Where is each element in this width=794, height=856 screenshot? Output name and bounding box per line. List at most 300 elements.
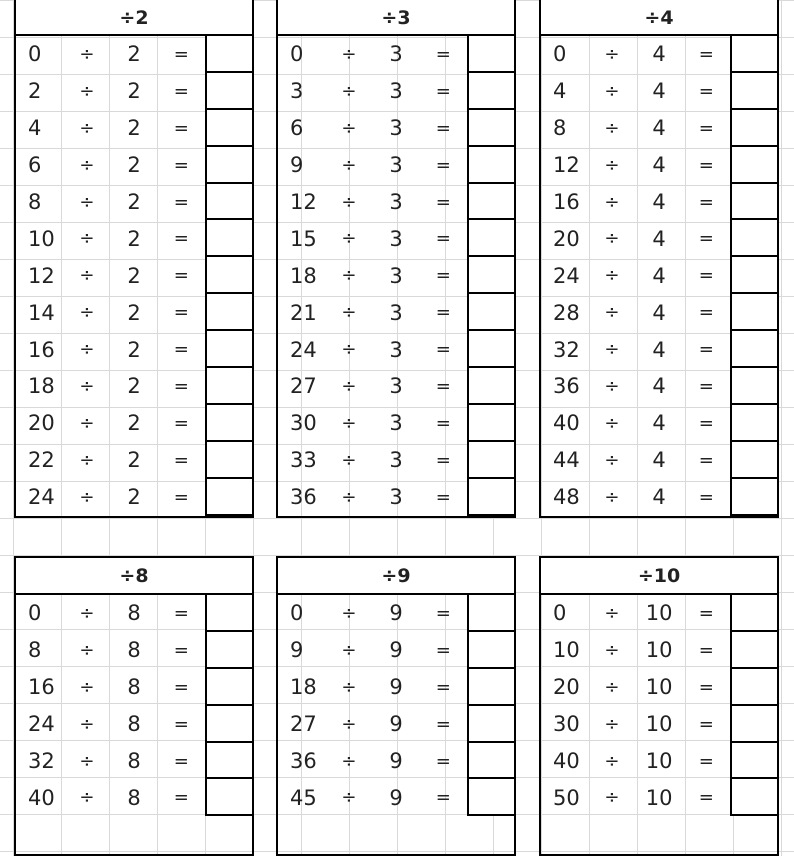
divide-sign: ÷ xyxy=(604,302,620,324)
table-row xyxy=(278,706,514,743)
answer-box[interactable] xyxy=(467,220,514,257)
table-row xyxy=(16,743,252,780)
divide-sign: ÷ xyxy=(79,412,95,434)
table-row xyxy=(541,257,777,294)
divisor: 8 xyxy=(127,712,141,737)
table-row xyxy=(278,110,514,147)
table-row xyxy=(541,442,777,479)
divide-sign: ÷ xyxy=(341,787,357,809)
equals-sign: = xyxy=(698,639,714,661)
equals-sign: = xyxy=(435,602,451,624)
divide-sign: ÷ xyxy=(79,302,95,324)
divide-sign: ÷ xyxy=(341,750,357,772)
table-row xyxy=(541,779,777,816)
equals-sign: = xyxy=(698,43,714,65)
table-row xyxy=(278,442,514,479)
answer-box[interactable] xyxy=(730,73,777,110)
divisor: 3 xyxy=(389,190,403,214)
divisor: 4 xyxy=(652,42,666,67)
answer-box[interactable] xyxy=(205,779,252,816)
equals-sign: = xyxy=(698,117,714,139)
equals-sign: = xyxy=(435,713,451,735)
divide-sign: ÷ xyxy=(79,80,95,102)
dividend: 0 xyxy=(290,601,304,626)
answer-box[interactable] xyxy=(205,743,252,780)
equals-sign: = xyxy=(173,449,189,471)
divide-sign: ÷ xyxy=(341,486,357,508)
table-title: ÷2 xyxy=(16,0,252,36)
answer-box[interactable] xyxy=(730,147,777,184)
divide-sign: ÷ xyxy=(79,117,95,139)
answer-box[interactable] xyxy=(730,442,777,479)
table-row xyxy=(278,257,514,294)
divisor: 3 xyxy=(389,153,403,178)
divide-sign: ÷ xyxy=(341,375,357,397)
answer-box[interactable] xyxy=(205,331,252,368)
answer-box[interactable] xyxy=(467,36,514,73)
dividend: 16 xyxy=(553,190,580,214)
divisor: 4 xyxy=(652,190,666,214)
divisor: 8 xyxy=(127,749,141,773)
table-row xyxy=(16,73,252,110)
divisor: 9 xyxy=(389,638,403,663)
divide-sign: ÷ xyxy=(604,265,620,287)
table-row xyxy=(541,479,777,516)
divisor: 8 xyxy=(127,638,141,663)
answer-box[interactable] xyxy=(205,147,252,184)
answer-box[interactable] xyxy=(205,73,252,110)
divide-sign: ÷ xyxy=(604,43,620,65)
answer-box[interactable] xyxy=(467,331,514,368)
answer-box[interactable] xyxy=(205,110,252,147)
answer-box[interactable] xyxy=(730,595,777,632)
answer-box[interactable] xyxy=(205,294,252,331)
equals-sign: = xyxy=(698,80,714,102)
table-row xyxy=(16,669,252,706)
divide-sign: ÷ xyxy=(341,602,357,624)
divide-sign: ÷ xyxy=(341,449,357,471)
dividend: 4 xyxy=(553,79,567,104)
equals-sign: = xyxy=(173,265,189,287)
dividend: 8 xyxy=(553,116,567,141)
divide-sign: ÷ xyxy=(79,228,95,250)
dividend: 33 xyxy=(290,448,317,473)
dividend: 21 xyxy=(290,300,317,325)
answer-box[interactable] xyxy=(730,368,777,405)
table-row xyxy=(278,669,514,706)
equals-sign: = xyxy=(698,154,714,176)
divide-sign: ÷ xyxy=(604,750,620,772)
dividend: 27 xyxy=(290,374,317,399)
division-table-9 xyxy=(276,556,516,856)
answer-box[interactable] xyxy=(467,368,514,405)
divide-sign: ÷ xyxy=(341,228,357,250)
dividend: 27 xyxy=(290,712,317,737)
table-row xyxy=(541,632,777,669)
answer-box[interactable] xyxy=(730,405,777,442)
equals-sign: = xyxy=(698,713,714,735)
dividend: 6 xyxy=(28,153,42,178)
answer-box[interactable] xyxy=(730,331,777,368)
divisor: 4 xyxy=(652,79,666,104)
table-row xyxy=(16,257,252,294)
table-row xyxy=(278,220,514,257)
dividend: 8 xyxy=(28,190,42,214)
table-row xyxy=(541,184,777,221)
divisor: 2 xyxy=(127,190,141,214)
table-row xyxy=(541,405,777,442)
divide-sign: ÷ xyxy=(604,639,620,661)
equals-sign: = xyxy=(435,412,451,434)
divide-sign: ÷ xyxy=(604,117,620,139)
table-row xyxy=(278,36,514,73)
equals-sign: = xyxy=(698,191,714,213)
dividend: 0 xyxy=(28,42,42,67)
division-table-8 xyxy=(14,556,254,856)
table-row xyxy=(16,110,252,147)
dividend: 24 xyxy=(290,337,317,362)
table-title: ÷4 xyxy=(541,0,777,36)
dividend: 8 xyxy=(28,638,42,663)
answer-box[interactable] xyxy=(205,442,252,479)
answer-box[interactable] xyxy=(730,110,777,147)
answer-box[interactable] xyxy=(730,184,777,221)
divisor: 8 xyxy=(127,675,141,700)
equals-sign: = xyxy=(435,639,451,661)
divide-sign: ÷ xyxy=(79,602,95,624)
answer-box[interactable] xyxy=(205,257,252,294)
equals-sign: = xyxy=(698,339,714,361)
divide-sign: ÷ xyxy=(341,412,357,434)
table-row xyxy=(16,706,252,743)
divide-sign: ÷ xyxy=(604,787,620,809)
dividend: 20 xyxy=(553,226,580,251)
table-row xyxy=(16,405,252,442)
answer-box[interactable] xyxy=(467,257,514,294)
divisor: 2 xyxy=(127,411,141,436)
answer-box[interactable] xyxy=(467,669,514,706)
divide-sign: ÷ xyxy=(604,228,620,250)
equals-sign: = xyxy=(173,602,189,624)
divisor: 2 xyxy=(127,116,141,141)
table-row xyxy=(541,368,777,405)
answer-box[interactable] xyxy=(467,632,514,669)
equals-sign: = xyxy=(435,339,451,361)
divide-sign: ÷ xyxy=(604,602,620,624)
answer-box[interactable] xyxy=(205,479,252,516)
answer-box[interactable] xyxy=(467,110,514,147)
divisor: 3 xyxy=(389,226,403,251)
table-row xyxy=(16,184,252,221)
dividend: 12 xyxy=(553,153,580,178)
equals-sign: = xyxy=(173,787,189,809)
divisor: 9 xyxy=(389,675,403,700)
division-table-2 xyxy=(14,0,254,518)
dividend: 0 xyxy=(290,42,304,67)
divisor: 4 xyxy=(652,448,666,473)
division-table-3 xyxy=(276,0,516,518)
divisor: 2 xyxy=(127,153,141,178)
dividend: 16 xyxy=(28,675,55,700)
dividend: 28 xyxy=(553,300,580,325)
divide-sign: ÷ xyxy=(79,713,95,735)
answer-box[interactable] xyxy=(467,294,514,331)
divide-sign: ÷ xyxy=(604,80,620,102)
dividend: 9 xyxy=(290,153,304,178)
divisor: 2 xyxy=(127,42,141,67)
answer-box[interactable] xyxy=(730,220,777,257)
answer-box[interactable] xyxy=(730,779,777,816)
divide-sign: ÷ xyxy=(341,676,357,698)
dividend: 24 xyxy=(28,712,55,737)
divide-sign: ÷ xyxy=(604,339,620,361)
equals-sign: = xyxy=(173,750,189,772)
equals-sign: = xyxy=(698,449,714,471)
equals-sign: = xyxy=(698,787,714,809)
answer-box[interactable] xyxy=(467,743,514,780)
dividend: 2 xyxy=(28,79,42,104)
divisor: 4 xyxy=(652,153,666,178)
divisor: 9 xyxy=(389,601,403,626)
divide-sign: ÷ xyxy=(604,191,620,213)
table-row xyxy=(541,110,777,147)
equals-sign: = xyxy=(435,117,451,139)
table-row xyxy=(16,331,252,368)
equals-sign: = xyxy=(435,43,451,65)
table-row xyxy=(16,368,252,405)
equals-sign: = xyxy=(435,265,451,287)
answer-box[interactable] xyxy=(205,669,252,706)
divisor: 4 xyxy=(652,485,666,510)
answer-box[interactable] xyxy=(467,706,514,743)
dividend: 6 xyxy=(290,116,304,141)
divisor: 3 xyxy=(389,485,403,510)
table-row xyxy=(16,442,252,479)
answer-box[interactable] xyxy=(730,257,777,294)
equals-sign: = xyxy=(173,339,189,361)
divisor: 4 xyxy=(652,337,666,362)
divisor: 10 xyxy=(645,712,673,737)
answer-box[interactable] xyxy=(467,479,514,516)
dividend: 32 xyxy=(28,749,55,773)
equals-sign: = xyxy=(173,302,189,324)
equals-sign: = xyxy=(173,154,189,176)
divide-sign: ÷ xyxy=(79,449,95,471)
divide-sign: ÷ xyxy=(79,486,95,508)
divide-sign: ÷ xyxy=(79,787,95,809)
divide-sign: ÷ xyxy=(604,676,620,698)
table-title: ÷3 xyxy=(278,0,514,36)
dividend: 45 xyxy=(290,785,317,810)
divisor: 10 xyxy=(645,675,673,700)
table-row xyxy=(278,405,514,442)
answer-box[interactable] xyxy=(730,294,777,331)
table-row xyxy=(541,294,777,331)
equals-sign: = xyxy=(698,375,714,397)
dividend: 15 xyxy=(290,226,317,251)
dividend: 0 xyxy=(553,601,567,626)
equals-sign: = xyxy=(698,750,714,772)
table-row xyxy=(16,779,252,816)
divisor: 3 xyxy=(389,448,403,473)
table-row xyxy=(278,479,514,516)
answer-box[interactable] xyxy=(205,36,252,73)
equals-sign: = xyxy=(173,117,189,139)
divisor: 8 xyxy=(127,601,141,626)
divide-sign: ÷ xyxy=(341,117,357,139)
divisor: 3 xyxy=(389,337,403,362)
divisor: 2 xyxy=(127,226,141,251)
table-title: ÷9 xyxy=(278,558,514,595)
dividend: 20 xyxy=(553,675,580,700)
divisor: 4 xyxy=(652,411,666,436)
divide-sign: ÷ xyxy=(341,265,357,287)
equals-sign: = xyxy=(173,80,189,102)
dividend: 30 xyxy=(290,411,317,436)
answer-box[interactable] xyxy=(205,595,252,632)
answer-box[interactable] xyxy=(730,36,777,73)
equals-sign: = xyxy=(435,302,451,324)
divisor: 2 xyxy=(127,79,141,104)
table-row xyxy=(278,294,514,331)
equals-sign: = xyxy=(435,787,451,809)
answer-box[interactable] xyxy=(205,184,252,221)
table-row xyxy=(16,595,252,632)
dividend: 10 xyxy=(553,638,580,663)
answer-box[interactable] xyxy=(467,779,514,816)
dividend: 36 xyxy=(290,485,317,510)
dividend: 3 xyxy=(290,79,304,104)
table-row xyxy=(278,779,514,816)
answer-box[interactable] xyxy=(467,147,514,184)
dividend: 18 xyxy=(28,374,55,399)
divide-sign: ÷ xyxy=(79,191,95,213)
equals-sign: = xyxy=(698,676,714,698)
answer-box[interactable] xyxy=(730,743,777,780)
equals-sign: = xyxy=(173,639,189,661)
divide-sign: ÷ xyxy=(79,375,95,397)
divisor: 9 xyxy=(389,785,403,810)
divisor: 10 xyxy=(645,601,673,626)
divide-sign: ÷ xyxy=(604,412,620,434)
divisor: 2 xyxy=(127,263,141,288)
dividend: 40 xyxy=(553,411,580,436)
answer-box[interactable] xyxy=(205,405,252,442)
equals-sign: = xyxy=(698,602,714,624)
table-row xyxy=(278,743,514,780)
equals-sign: = xyxy=(698,486,714,508)
answer-box[interactable] xyxy=(730,632,777,669)
table-row xyxy=(278,147,514,184)
dividend: 44 xyxy=(553,448,580,473)
table-row xyxy=(278,595,514,632)
table-row xyxy=(278,73,514,110)
table-row xyxy=(16,147,252,184)
equals-sign: = xyxy=(173,43,189,65)
divisor: 10 xyxy=(645,785,673,810)
table-row xyxy=(541,220,777,257)
table-row xyxy=(16,36,252,73)
divisor: 2 xyxy=(127,448,141,473)
equals-sign: = xyxy=(435,449,451,471)
divisor: 3 xyxy=(389,374,403,399)
dividend: 0 xyxy=(553,42,567,67)
divide-sign: ÷ xyxy=(604,713,620,735)
divide-sign: ÷ xyxy=(604,486,620,508)
divide-sign: ÷ xyxy=(341,43,357,65)
divisor: 4 xyxy=(652,226,666,251)
equals-sign: = xyxy=(698,302,714,324)
divisor: 2 xyxy=(127,374,141,399)
answer-box[interactable] xyxy=(467,595,514,632)
dividend: 24 xyxy=(28,485,55,510)
dividend: 36 xyxy=(553,374,580,399)
divide-sign: ÷ xyxy=(79,339,95,361)
dividend: 14 xyxy=(28,300,55,325)
divisor: 3 xyxy=(389,263,403,288)
equals-sign: = xyxy=(698,412,714,434)
answer-box[interactable] xyxy=(205,220,252,257)
answer-box[interactable] xyxy=(205,368,252,405)
answer-box[interactable] xyxy=(467,184,514,221)
table-row xyxy=(278,368,514,405)
divisor: 4 xyxy=(652,116,666,141)
equals-sign: = xyxy=(173,713,189,735)
equals-sign: = xyxy=(435,228,451,250)
table-row xyxy=(16,632,252,669)
dividend: 4 xyxy=(28,116,42,141)
dividend: 20 xyxy=(28,411,55,436)
table-row xyxy=(541,595,777,632)
answer-box[interactable] xyxy=(205,706,252,743)
answer-box[interactable] xyxy=(730,669,777,706)
equals-sign: = xyxy=(173,375,189,397)
division-table-10 xyxy=(539,556,779,856)
table-row xyxy=(541,669,777,706)
equals-sign: = xyxy=(173,191,189,213)
equals-sign: = xyxy=(173,412,189,434)
table-row xyxy=(16,479,252,516)
equals-sign: = xyxy=(435,750,451,772)
dividend: 18 xyxy=(290,675,317,700)
equals-sign: = xyxy=(435,486,451,508)
equals-sign: = xyxy=(173,486,189,508)
divide-sign: ÷ xyxy=(604,375,620,397)
table-row xyxy=(541,73,777,110)
divisor: 4 xyxy=(652,300,666,325)
dividend: 12 xyxy=(290,190,317,214)
divisor: 10 xyxy=(645,638,673,663)
dividend: 22 xyxy=(28,448,55,473)
table-row xyxy=(16,294,252,331)
dividend: 50 xyxy=(553,785,580,810)
dividend: 24 xyxy=(553,263,580,288)
answer-box[interactable] xyxy=(730,479,777,516)
dividend: 10 xyxy=(28,226,55,251)
equals-sign: = xyxy=(173,228,189,250)
answer-box[interactable] xyxy=(467,405,514,442)
divide-sign: ÷ xyxy=(341,639,357,661)
divisor: 2 xyxy=(127,337,141,362)
equals-sign: = xyxy=(173,676,189,698)
answer-box[interactable] xyxy=(205,632,252,669)
answer-box[interactable] xyxy=(730,706,777,743)
table-row xyxy=(541,743,777,780)
equals-sign: = xyxy=(435,80,451,102)
answer-box[interactable] xyxy=(467,73,514,110)
dividend: 12 xyxy=(28,263,55,288)
answer-box[interactable] xyxy=(467,442,514,479)
